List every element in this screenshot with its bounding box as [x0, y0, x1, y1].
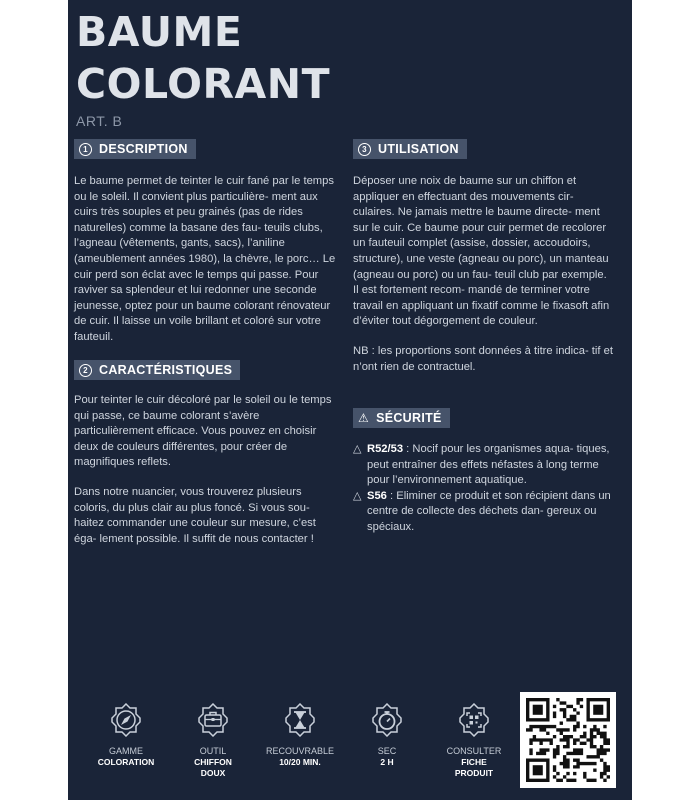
title-line-1: BAUME	[76, 8, 243, 56]
info-item-outil: OUTIL CHIFFON DOUX	[173, 703, 253, 779]
utilisation-note: NB : les proportions sont données à titre indica- tif et n’ont rien de contractuel.	[353, 344, 613, 373]
caracteristiques-heading-label: CARACTÉRISTIQUES	[99, 363, 233, 377]
safety-phrase	[353, 489, 615, 536]
warning-triangle-icon: △	[353, 443, 362, 455]
description-heading	[74, 139, 196, 159]
article-code: ART. B	[76, 113, 123, 129]
utilisation-heading-label: UTILISATION	[378, 142, 459, 156]
product-sheet	[68, 0, 632, 800]
section-number-icon: 3	[358, 143, 371, 156]
securite-heading-label: SÉCURITÉ	[376, 411, 442, 425]
utilisation-body	[353, 174, 615, 375]
warning-icon: ⚠	[358, 411, 370, 425]
securite-heading	[353, 408, 450, 428]
info-item-gamme: GAMME COLORATION	[86, 703, 166, 768]
caracteristiques-heading	[74, 360, 240, 380]
info-icons-row	[86, 703, 516, 783]
securite-body	[353, 442, 615, 536]
toolbox-icon	[196, 703, 230, 737]
risk-phrase	[353, 442, 615, 489]
qr-code-icon	[520, 692, 616, 788]
section-number-icon: 1	[79, 143, 92, 156]
info-item-recouvrable: RECOUVRABLE 10/20 MIN.	[260, 703, 340, 768]
warning-triangle-icon: △	[353, 489, 362, 502]
description-text: Le baume permet de teinter le cuir fané par le temps ou le soleil. Il convient plus particulière- ment aux cuirs très souples et peu grainés (pas de rides naturelles) comme la basane des fau- teuils clubs, l’agneau (vêtements, gants, sacs), l’aniline (ameublement années 1980), la chèvre, le porc… Le cuir perd son éclat avec le temps qui passe. Pour raviver sa splendeur et lui redonner une seconde jeunesse, optez pour un baume colorant rénovateur de cuir. Il laisse un voile brillant et coloré sur votre fauteuil.	[74, 175, 336, 343]
caracteristiques-paragraph-2: Dans notre nuancier, vous trouverez plusieurs coloris, du plus clair au plus foncé. Si vous sou- haitez commander une couleur sur mesure, c’est éga- lement possible. Il suffit de nous contacter !	[74, 485, 316, 545]
hourglass-icon	[283, 703, 317, 737]
qr-scan-icon	[457, 703, 491, 737]
risk-code: R52/53	[367, 443, 404, 455]
safety-code: S56	[367, 489, 387, 502]
compass-icon	[109, 703, 143, 737]
description-heading-label: DESCRIPTION	[99, 142, 188, 156]
product-title	[76, 6, 330, 110]
utilisation-heading	[353, 139, 467, 159]
info-item-consulter: CONSULTER FICHE PRODUIT	[434, 703, 514, 779]
info-item-sec: SEC 2 H	[347, 703, 427, 768]
risk-text: : Nocif pour les organismes aqua- tiques, peut entraîner des effets néfastes à long terme pour l’environnement aquatique.	[367, 443, 610, 487]
title-line-2: COLORANT	[76, 60, 331, 108]
caracteristiques-paragraph-1: Pour teinter le cuir décoloré par le soleil ou le temps qui passe, ce baume colorant s’avère particulièrement efficace. Vous pouvez en choisir deux de couleurs différentes, pour créer de magnifiques reflets.	[74, 394, 332, 469]
stopwatch-icon	[370, 703, 404, 737]
utilisation-paragraph-1: Déposer une noix de baume sur un chiffon et appliquer en effectuant des mouvements cir- culaires. Ne jamais mettre le baume directe- ment sur le cuir. Ce baume pour cuir permet de recolorer un fauteuil complet (assise, dossier, accoudoirs, structure), une veste (agneau ou porc), un manteau (agneau ou porc) ou un fau- teuil club par exemple. Il est fortement recom- mandé de terminer votre travail en appliquant un fixatif comme le fixasoft afin d’éviter tout dégorgement de couleur.	[353, 175, 610, 328]
caracteristiques-body	[74, 393, 336, 547]
section-number-icon: 2	[79, 364, 92, 377]
safety-text: : Eliminer ce produit et son récipient dans un centre de collecte des déchets dan- gereux ou spéciaux.	[367, 489, 611, 533]
qr-code-image[interactable]	[520, 692, 616, 788]
